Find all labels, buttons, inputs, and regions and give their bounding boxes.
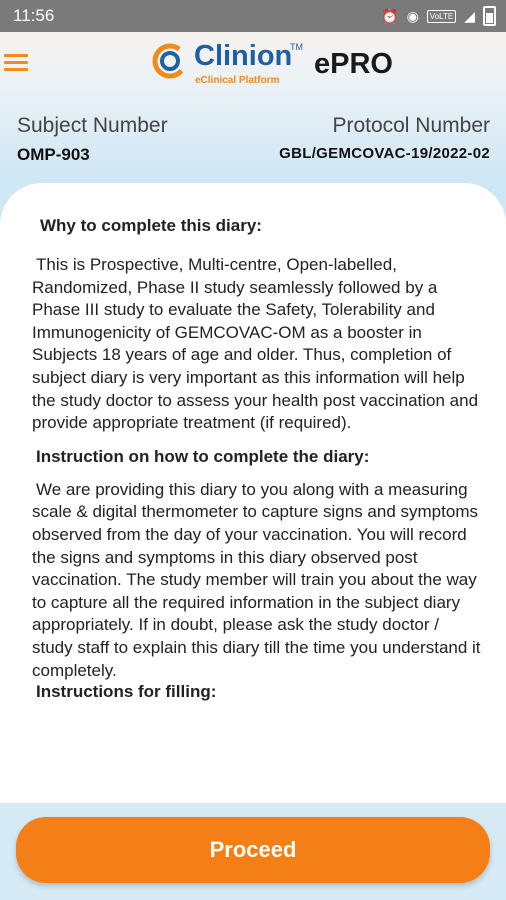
product-name: ePRO: [314, 48, 393, 80]
hamburger-menu-icon[interactable]: [4, 54, 28, 72]
protocol-number-label: Protocol Number: [332, 114, 490, 137]
brand-tagline: eClinical Platform: [195, 75, 280, 86]
signal-icon: ◢: [464, 7, 475, 24]
instruction-heading: Instruction on how to complete the diary:: [36, 446, 370, 466]
why-heading: Why to complete this diary:: [40, 216, 262, 235]
app-header: [0, 32, 506, 102]
status-bar: [0, 0, 506, 32]
subject-number-label: Subject Number: [17, 114, 168, 137]
status-time: 11:56: [13, 6, 55, 25]
clinion-logo: [152, 40, 392, 90]
proceed-button[interactable]: Proceed: [16, 817, 490, 883]
instruction-paragraph: We are providing this diary to you along with a measuring scale & digital thermometer to capture signs and symptoms observed from the day of your vaccination. You will record the signs and symptoms in this diary observed post vaccination. The study member will train you about the way to capture all the required information in the subject diary appropriately. If in doubt, please ask the study doctor / study staff to explain this diary till the time you understand it completely.: [32, 479, 481, 680]
alarm-icon: ⏰: [381, 7, 399, 24]
trademark: TM: [290, 42, 303, 52]
diary-info-card: [0, 183, 506, 803]
volte-icon: VoLTE: [427, 10, 456, 23]
protocol-number-value: GBL/GEMCOVAC-19/2022-02: [279, 145, 490, 162]
why-paragraph: This is Prospective, Multi-centre, Open-labelled, Randomized, Phase II study seamlessly followed by a Phase III study to evaluate the Safety, Tolerability and Immunogenicity of GEMCOVAC-OM as a booster in Subjects 18 years of age and older. Thus, completion of subject diary is very important as this information will help the study doctor to assess your health post vaccination and provide appropriate treatment (if required).: [32, 255, 479, 433]
diary-info-content[interactable]: [32, 216, 482, 702]
status-icons: [381, 6, 496, 26]
brand-name: Clinion: [194, 40, 293, 72]
filling-heading: Instructions for filling:: [36, 682, 217, 702]
hotspot-icon: ◉: [406, 7, 419, 24]
clinion-logo-mark-icon: [152, 43, 188, 79]
subject-number-value: OMP-903: [17, 145, 90, 164]
battery-icon: [483, 6, 496, 26]
